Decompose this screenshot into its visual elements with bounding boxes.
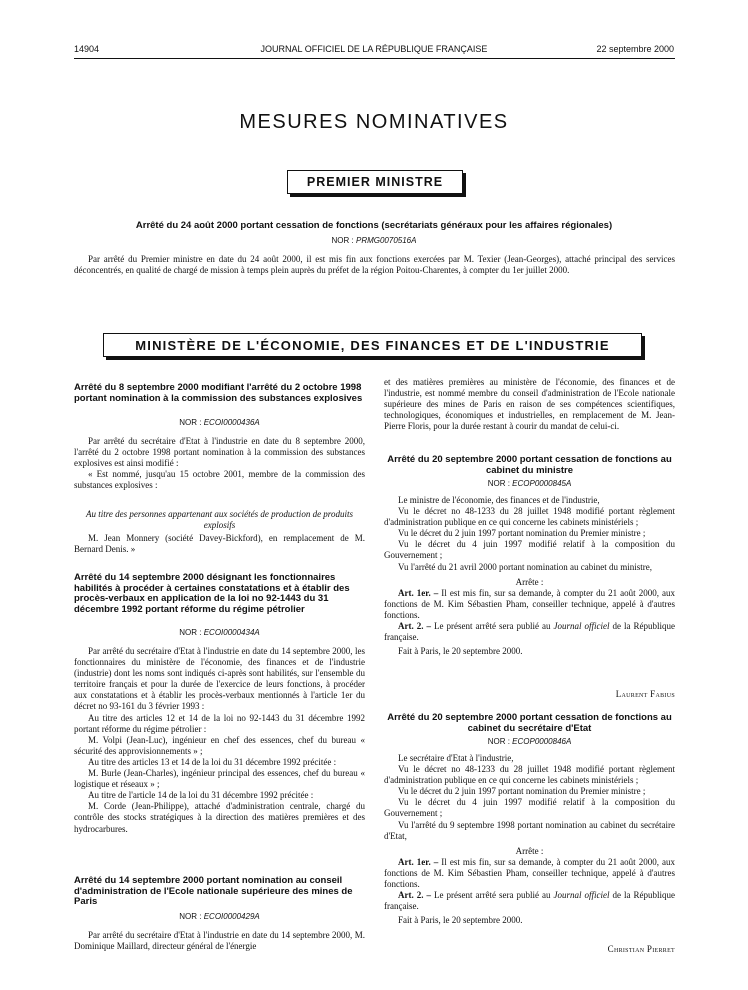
article-title: Arrêté du 14 septembre 2000 désignant les fonctionnaires habilités à procéder à certaines constatations et à établir des procès-verbaux en application de la loi no 92-1443 du 31 décembre 1992 portant réforme du régime pétrolier <box>74 572 350 615</box>
nor-reference <box>0 236 748 245</box>
paragraph: Fait à Paris, le 20 septembre 2000. <box>398 915 523 926</box>
article-label: Art. 2. – <box>398 621 432 632</box>
nor-reference <box>74 418 365 427</box>
article-body <box>384 753 675 926</box>
article-body <box>74 436 365 491</box>
paragraph: Vu le décret no 48-1233 du 28 juillet 1948 modifié portant règlement d'administration publique en ce qui concerne les cabinets ministériels ; <box>384 506 675 528</box>
nor-code: ECOI0000436A <box>203 418 260 427</box>
nor-label: NOR : <box>179 912 202 921</box>
running-header <box>74 44 674 58</box>
article-title: Arrêté du 24 août 2000 portant cessation de fonctions (secrétariats généraux pour les affaires régionales) <box>135 220 613 231</box>
subheading: Au titre des personnes appartenant aux sociétés de production de produits explosifs <box>86 509 353 530</box>
nor-reference <box>74 628 365 637</box>
paragraph: M. Corde (Jean-Philippe), attaché d'administration centrale, chargé du contrôle des stocks stratégiques à la direction des matières premières et des hydrocarbures. <box>74 801 365 834</box>
article-text: Il est mis fin, sur sa demande, à compter du 21 août 2000, aux fonctions de M. Kim Sébastien Pham, conseiller technique, appelé à d'autres fonctions. <box>384 587 676 620</box>
paragraph <box>384 621 675 643</box>
paragraph: Par arrêté du secrétaire d'Etat à l'industrie en date du 8 septembre 2000, l'arrêté du 2 octobre 1998 portant nomination à la commission des substances explosives est ainsi modifié : <box>74 436 365 469</box>
paragraph: Vu le décret no 48-1233 du 28 juillet 1948 modifié portant règlement d'administration publique en ce qui concerne les cabinets ministériels ; <box>384 764 675 786</box>
nor-reference <box>384 737 675 746</box>
paragraph: M. Volpi (Jean-Luc), ingénieur en chef des essences, chef du bureau « sécurité des approvisionnements » ; <box>74 734 365 756</box>
article-body <box>384 495 675 657</box>
article-body <box>74 533 365 555</box>
signature: Laurent Fabius <box>615 689 675 699</box>
arrete-heading: Arrête : <box>515 576 544 587</box>
header-rule <box>74 58 675 59</box>
article-label: Art. 1er. – <box>398 587 439 598</box>
paragraph: « Est nommé, jusqu'au 15 octobre 2001, membre de la commission des substances explosives : <box>74 469 365 491</box>
paragraph: Fait à Paris, le 20 septembre 2000. <box>398 646 523 657</box>
nor-label: NOR : <box>179 628 202 637</box>
nor-reference <box>74 912 365 921</box>
nor-code: ECOI0000434A <box>203 628 260 637</box>
section-box-ministere: MINISTÈRE DE L'ÉCONOMIE, DES FINANCES ET DE L'INDUSTRIE <box>103 333 642 357</box>
page-number: 14904 <box>74 44 100 54</box>
article-body-continued <box>384 377 675 432</box>
article-title: Arrêté du 20 septembre 2000 portant cessation de fonctions au cabinet du ministre <box>387 454 672 476</box>
arrete-heading: Arrête : <box>515 845 544 856</box>
paragraph: Vu l'arrêté du 21 avril 2000 portant nomination au cabinet du ministre, <box>398 561 653 572</box>
nor-code: ECOP0000845A <box>512 479 572 488</box>
paragraph: M. Burle (Jean-Charles), ingénieur principal des essences, chef du bureau « logistique et réseaux » ; <box>74 768 365 790</box>
article-body <box>74 930 365 952</box>
paragraph: Par arrêté du Premier ministre en date du 24 août 2000, il est mis fin aux fonctions exercées par M. Texier (Jean-Georges), attaché principal des services déconcentrés, en qualité de chargé de mission à temps plein auprès du préfet de la région Poitou-Charentes, à compter du 1er juillet 2000. <box>74 254 675 276</box>
nor-code: ECOI0000429A <box>203 912 260 921</box>
section-box-premier-ministre: PREMIER MINISTRE <box>287 170 463 194</box>
nor-label: NOR : <box>487 737 510 746</box>
article-title: Arrêté du 20 septembre 2000 portant cessation de fonctions au cabinet du secrétaire d'Etat <box>387 712 672 734</box>
journal-reference: Journal officiel <box>553 621 610 632</box>
journal-reference: Journal officiel <box>553 890 610 901</box>
paragraph: Le ministre de l'économie, des finances et de l'industrie, <box>398 495 600 505</box>
signature: Christian Pierret <box>607 944 675 954</box>
nor-label: NOR : <box>331 236 354 245</box>
paragraph: Vu l'arrêté du 9 septembre 1998 portant nomination au cabinet du secrétaire d'Etat, <box>384 819 675 841</box>
nor-code: ECOP0000846A <box>512 737 572 746</box>
paragraph: Au titre des articles 13 et 14 de la loi du 31 décembre 1992 précitée : <box>88 756 337 767</box>
article-text: de la République française. <box>384 621 676 643</box>
page-title: MESURES NOMINATIVES <box>239 111 509 133</box>
paragraph: Le secrétaire d'Etat à l'industrie, <box>398 753 514 763</box>
paragraph <box>384 890 675 912</box>
article-label: Art. 1er. – <box>398 856 439 867</box>
paragraph: Vu le décret du 2 juin 1997 portant nomination du Premier ministre ; <box>398 528 646 539</box>
article-body <box>74 646 365 835</box>
paragraph: et des matières premières au ministère de l'économie, des finances et de l'industrie, est nommé membre du conseil d'administration de l'Ecole nationale supérieure des mines de Paris en raison de ses compétences scientifiques, technologiques, économiques et industrielles, en remplacement de M. Jean-Pierre Floris, pour la durée restant à courir du mandat de celui-ci. <box>384 377 675 432</box>
paragraph: Par arrêté du secrétaire d'Etat à l'industrie en date du 14 septembre 2000, M. Dominique Maillard, directeur général de l'énergie <box>74 930 365 952</box>
article-label: Art. 2. – <box>398 890 432 901</box>
nor-code: PRMG0070516A <box>355 236 417 245</box>
paragraph: Vu le décret du 4 juin 1997 modifié relatif à la composition du Gouvernement ; <box>384 539 675 561</box>
article-text: Il est mis fin, sur sa demande, à compter du 21 août 2000, aux fonctions de M. Kim Sébastien Pham, conseiller technique, appelé à d'autres fonctions. <box>384 856 676 890</box>
paragraph <box>384 588 675 621</box>
article-text: Le présent arrêté sera publié au <box>434 890 551 901</box>
paragraph: Par arrêté du secrétaire d'Etat à l'industrie en date du 14 septembre 2000, les fonctionnaires du ministère de l'économie, des finances et de l'industrie (industrie) dont les noms sont indiqués ci-après sont habilités, sur l'ensemble du territoire français et pour la durée de l'exercice de leurs fonctions, à procéder aux constatations et à établir les procès-verbaux mentionnés à l'article 1er du décret no 93-161 du 3 février 1993 : <box>74 646 365 712</box>
nor-label: NOR : <box>179 418 202 427</box>
paragraph: M. Jean Monnery (société Davey-Bickford), en remplacement de M. Bernard Denis. » <box>74 533 365 555</box>
article-text: de la République française. <box>384 890 676 912</box>
nor-reference <box>384 479 675 488</box>
paragraph: Au titre des articles 12 et 14 de la loi no 92-1443 du 31 décembre 1992 portant réforme du régime pétrolier : <box>74 712 365 734</box>
article-title: Arrêté du 8 septembre 2000 modifiant l'arrêté du 2 octobre 1998 portant nomination à la commission des substances explosives <box>74 382 363 404</box>
paragraph: Vu le décret du 2 juin 1997 portant nomination du Premier ministre ; <box>398 786 646 797</box>
article-title: Arrêté du 14 septembre 2000 portant nomination au conseil d'administration de l'Ecole nationale supérieure des mines de Paris <box>74 875 353 907</box>
nor-label: NOR : <box>487 479 510 488</box>
paragraph <box>384 857 675 890</box>
paragraph: Vu le décret du 4 juin 1997 modifié relatif à la composition du Gouvernement ; <box>384 797 675 819</box>
journal-title: JOURNAL OFFICIEL DE LA RÉPUBLIQUE FRANÇAISE <box>260 44 488 54</box>
article-body <box>74 254 675 276</box>
paragraph: Au titre de l'article 14 de la loi du 31 décembre 1992 précitée : <box>88 790 314 801</box>
article-text: Le présent arrêté sera publié au <box>434 621 551 632</box>
issue-date: 22 septembre 2000 <box>596 44 674 54</box>
